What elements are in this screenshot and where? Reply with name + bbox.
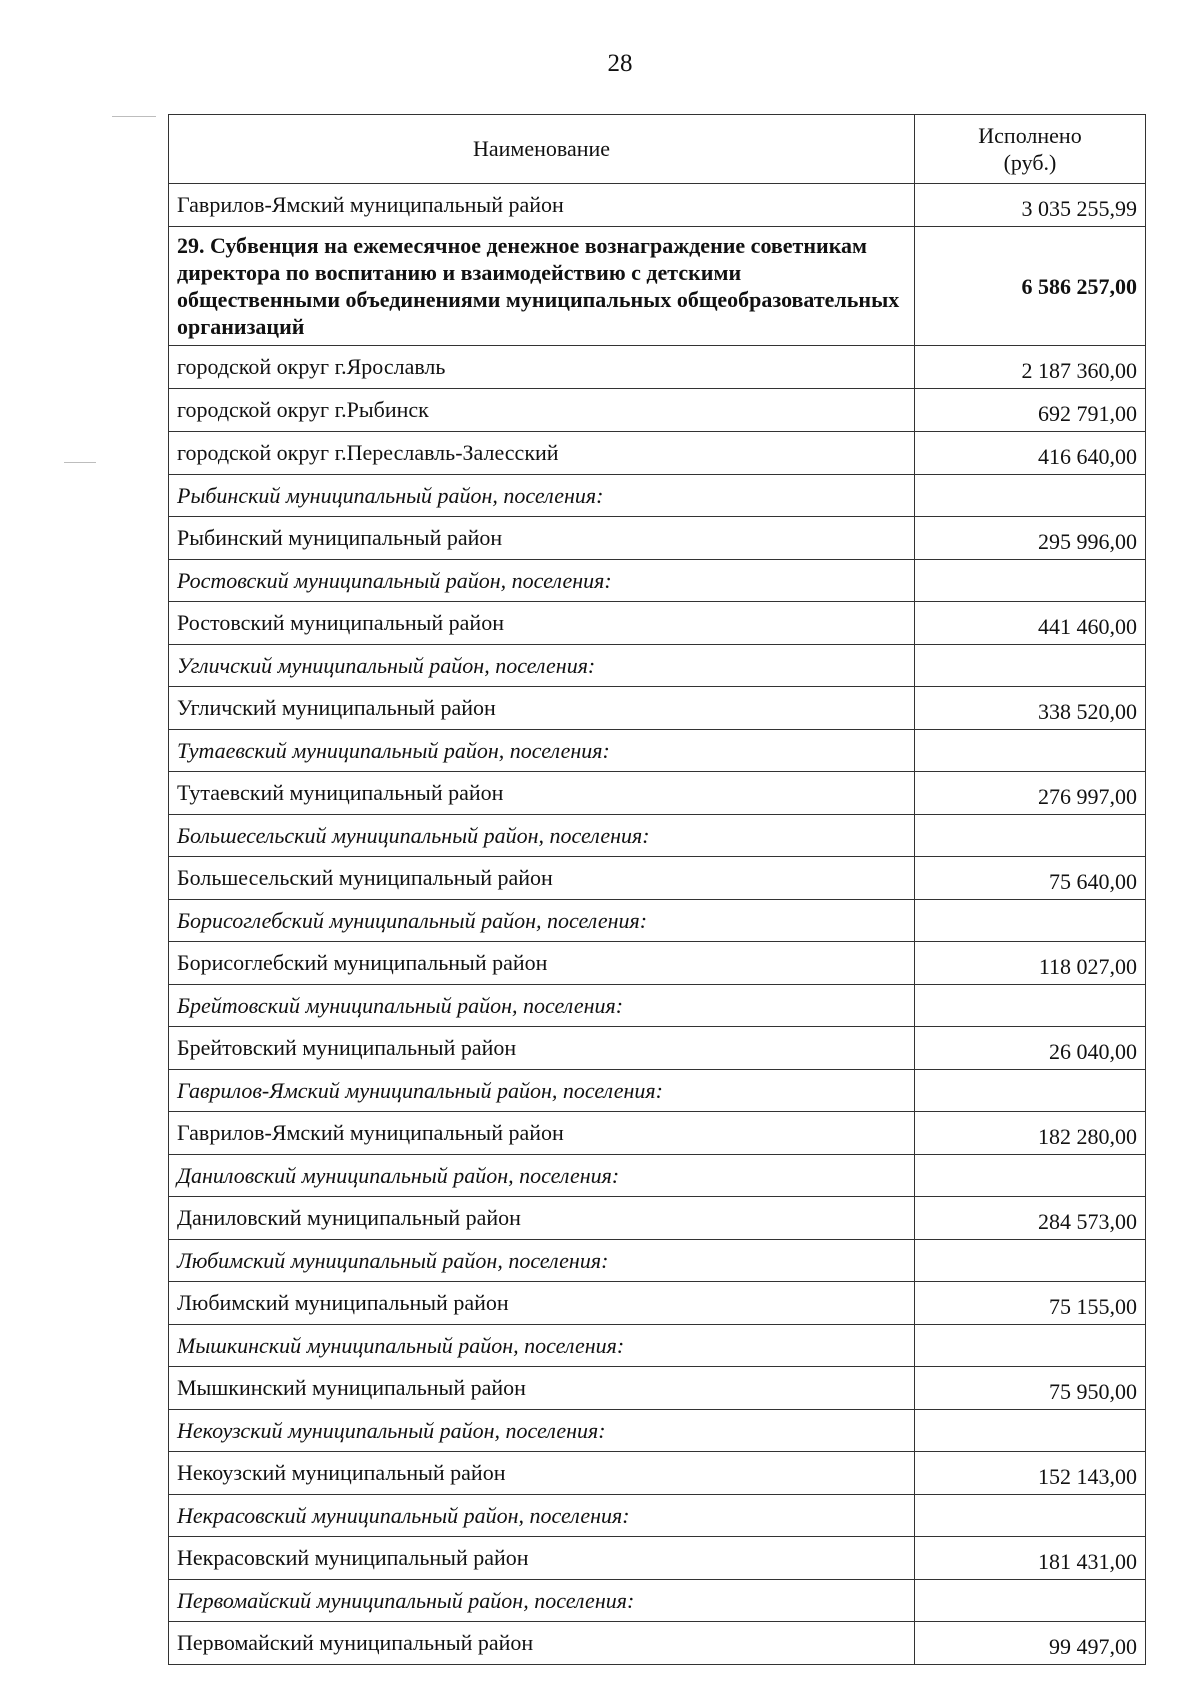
row-amount (915, 645, 1146, 687)
row-name: Рыбинский муниципальный район (169, 517, 915, 560)
row-name: городской округ г.Рыбинск (169, 389, 915, 432)
row-name: Даниловский муниципальный район, поселения: (169, 1155, 915, 1197)
row-amount: 6 586 257,00 (915, 227, 1146, 346)
row-amount: 182 280,00 (915, 1112, 1146, 1155)
table-row (169, 687, 1146, 730)
row-amount (915, 985, 1146, 1027)
subhead-row (169, 1155, 1146, 1197)
table-row (169, 1367, 1146, 1410)
subhead-row (169, 985, 1146, 1027)
table-row (169, 1282, 1146, 1325)
subhead-row (169, 1410, 1146, 1452)
row-amount (915, 560, 1146, 602)
row-amount (915, 1580, 1146, 1622)
subhead-row (169, 815, 1146, 857)
row-amount: 152 143,00 (915, 1452, 1146, 1495)
table-header-row (169, 115, 1146, 184)
row-amount (915, 1155, 1146, 1197)
table-row (169, 857, 1146, 900)
table-body (169, 184, 1146, 1665)
table-row (169, 1622, 1146, 1665)
row-name: Гаврилов-Ямский муниципальный район (169, 184, 915, 227)
table-row (169, 1027, 1146, 1070)
row-amount: 276 997,00 (915, 772, 1146, 815)
table-row (169, 602, 1146, 645)
row-amount (915, 815, 1146, 857)
row-amount: 416 640,00 (915, 432, 1146, 475)
row-name: Даниловский муниципальный район (169, 1197, 915, 1240)
row-name: Мышкинский муниципальный район (169, 1367, 915, 1410)
subhead-row (169, 1070, 1146, 1112)
row-amount: 75 950,00 (915, 1367, 1146, 1410)
row-name: Большесельский муниципальный район (169, 857, 915, 900)
row-amount (915, 730, 1146, 772)
subhead-row (169, 1325, 1146, 1367)
scan-mark-side (64, 462, 96, 463)
row-name: Борисоглебский муниципальный район (169, 942, 915, 985)
subhead-row (169, 1495, 1146, 1537)
row-amount: 75 640,00 (915, 857, 1146, 900)
row-amount (915, 900, 1146, 942)
row-name: Тутаевский муниципальный район, поселения: (169, 730, 915, 772)
subhead-row (169, 475, 1146, 517)
row-name: Ростовский муниципальный район (169, 602, 915, 645)
table-row (169, 432, 1146, 475)
row-name: Большесельский муниципальный район, поселения: (169, 815, 915, 857)
row-name: Первомайский муниципальный район, поселения: (169, 1580, 915, 1622)
row-name: Гаврилов-Ямский муниципальный район, поселения: (169, 1070, 915, 1112)
row-amount: 181 431,00 (915, 1537, 1146, 1580)
row-name: Некоузский муниципальный район (169, 1452, 915, 1495)
subhead-row (169, 560, 1146, 602)
row-name: Любимский муниципальный район, поселения: (169, 1240, 915, 1282)
subhead-row (169, 730, 1146, 772)
row-name: городской округ г.Ярославль (169, 346, 915, 389)
row-amount: 3 035 255,99 (915, 184, 1146, 227)
scan-mark-top (112, 116, 156, 117)
row-amount (915, 1070, 1146, 1112)
row-name: Угличский муниципальный район, поселения: (169, 645, 915, 687)
row-amount: 2 187 360,00 (915, 346, 1146, 389)
row-amount: 99 497,00 (915, 1622, 1146, 1665)
row-amount (915, 475, 1146, 517)
row-name: Брейтовский муниципальный район (169, 1027, 915, 1070)
subhead-row (169, 900, 1146, 942)
table-row (169, 184, 1146, 227)
section-row (169, 227, 1146, 346)
table-row (169, 346, 1146, 389)
row-name: Брейтовский муниципальный район, поселения: (169, 985, 915, 1027)
row-amount (915, 1495, 1146, 1537)
subhead-row (169, 645, 1146, 687)
row-name: Любимский муниципальный район (169, 1282, 915, 1325)
table-row (169, 389, 1146, 432)
table-row (169, 1537, 1146, 1580)
subhead-row (169, 1580, 1146, 1622)
row-name: Гаврилов-Ямский муниципальный район (169, 1112, 915, 1155)
row-name: Мышкинский муниципальный район, поселения: (169, 1325, 915, 1367)
row-name: Некрасовский муниципальный район (169, 1537, 915, 1580)
table-row (169, 1112, 1146, 1155)
row-amount: 118 027,00 (915, 942, 1146, 985)
row-name: Борисоглебский муниципальный район, поселения: (169, 900, 915, 942)
row-amount: 295 996,00 (915, 517, 1146, 560)
page-number: 28 (607, 50, 633, 77)
row-name: Ростовский муниципальный район, поселения: (169, 560, 915, 602)
row-name: городской округ г.Переславль-Залесский (169, 432, 915, 475)
table-row (169, 942, 1146, 985)
row-amount (915, 1410, 1146, 1452)
budget-table (168, 114, 1146, 1665)
table-row (169, 772, 1146, 815)
row-amount: 284 573,00 (915, 1197, 1146, 1240)
subhead-row (169, 1240, 1146, 1282)
row-amount (915, 1240, 1146, 1282)
table-row (169, 1197, 1146, 1240)
table-row (169, 517, 1146, 560)
header-name: Наименование (169, 115, 915, 184)
row-name: 29. Субвенция на ежемесячное денежное вознаграждение советникам директора по воспитанию и взаимодействию с детскими общественными объединениями муниципальных общеобразовательных организаций (169, 227, 915, 346)
table-row (169, 1452, 1146, 1495)
row-amount: 441 460,00 (915, 602, 1146, 645)
row-name: Некоузский муниципальный район, поселения: (169, 1410, 915, 1452)
row-amount: 75 155,00 (915, 1282, 1146, 1325)
row-name: Первомайский муниципальный район (169, 1622, 915, 1665)
row-name: Некрасовский муниципальный район, поселения: (169, 1495, 915, 1537)
row-amount: 692 791,00 (915, 389, 1146, 432)
row-amount: 26 040,00 (915, 1027, 1146, 1070)
row-name: Рыбинский муниципальный район, поселения: (169, 475, 915, 517)
row-name: Угличский муниципальный район (169, 687, 915, 730)
row-name: Тутаевский муниципальный район (169, 772, 915, 815)
header-amount (915, 115, 1146, 184)
header-amount-line1: Исполнено (978, 123, 1082, 148)
header-amount-line2: (руб.) (1003, 150, 1057, 175)
row-amount: 338 520,00 (915, 687, 1146, 730)
row-amount (915, 1325, 1146, 1367)
